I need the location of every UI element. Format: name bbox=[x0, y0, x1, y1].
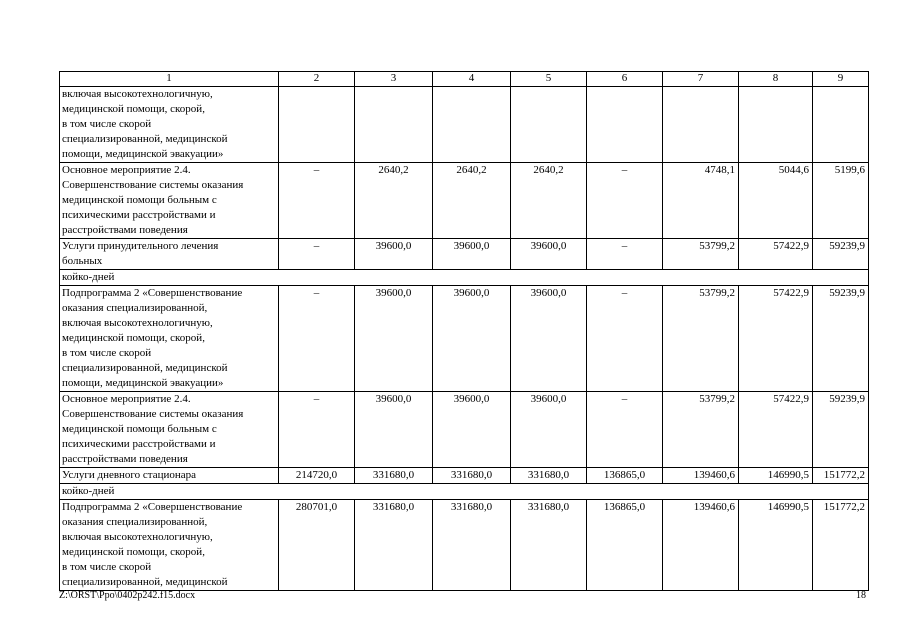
value-cell: – bbox=[279, 286, 355, 392]
value-cell: 39600,0 bbox=[511, 392, 587, 468]
value-cell: 136865,0 bbox=[587, 500, 663, 591]
value-cell bbox=[813, 87, 869, 163]
table-row bbox=[60, 239, 869, 270]
value-cell: 39600,0 bbox=[511, 239, 587, 270]
value-cell: 53799,2 bbox=[663, 239, 739, 270]
column-header: 2 bbox=[279, 72, 355, 87]
column-header: 8 bbox=[739, 72, 813, 87]
value-cell: 57422,9 bbox=[739, 392, 813, 468]
column-header: 1 bbox=[60, 72, 279, 87]
value-cell: 39600,0 bbox=[355, 392, 433, 468]
row-label: Основное мероприятие 2.4. Совершенствование системы оказания медицинской помощи больным с психическими расстройствами и расстройствами поведения bbox=[60, 163, 279, 239]
value-cell: – bbox=[587, 392, 663, 468]
row-label: включая высокотехнологичную, медицинской помощи, скорой, в том числе скорой специализированной, медицинской помощи, медицинской эвакуации» bbox=[60, 87, 279, 163]
value-cell: 214720,0 bbox=[279, 468, 355, 484]
unit-row bbox=[60, 484, 869, 500]
value-cell: – bbox=[279, 239, 355, 270]
value-cell bbox=[355, 87, 433, 163]
value-cell: 59239,9 bbox=[813, 239, 869, 270]
value-cell: 146990,5 bbox=[739, 500, 813, 591]
table-row bbox=[60, 468, 869, 484]
value-cell: 39600,0 bbox=[433, 239, 511, 270]
table-body bbox=[60, 72, 869, 591]
value-cell: 2640,2 bbox=[355, 163, 433, 239]
value-cell: – bbox=[587, 286, 663, 392]
value-cell: – bbox=[279, 163, 355, 239]
value-cell: 57422,9 bbox=[739, 239, 813, 270]
value-cell: 39600,0 bbox=[355, 286, 433, 392]
value-cell: 280701,0 bbox=[279, 500, 355, 591]
value-cell: 151772,2 bbox=[813, 468, 869, 484]
value-cell bbox=[739, 87, 813, 163]
value-cell: 331680,0 bbox=[355, 500, 433, 591]
column-header: 3 bbox=[355, 72, 433, 87]
value-cell: – bbox=[587, 239, 663, 270]
footer-page-number: 18 bbox=[856, 590, 866, 601]
value-cell: 39600,0 bbox=[433, 286, 511, 392]
column-header: 7 bbox=[663, 72, 739, 87]
table-row bbox=[60, 87, 869, 163]
value-cell: 2640,2 bbox=[511, 163, 587, 239]
value-cell: 331680,0 bbox=[355, 468, 433, 484]
table-row bbox=[60, 163, 869, 239]
budget-table bbox=[59, 71, 869, 591]
row-label: Основное мероприятие 2.4. Совершенствование системы оказания медицинской помощи больным с психическими расстройствами и расстройствами поведения bbox=[60, 392, 279, 468]
column-header: 4 bbox=[433, 72, 511, 87]
value-cell: 331680,0 bbox=[511, 468, 587, 484]
value-cell: 151772,2 bbox=[813, 500, 869, 591]
value-cell bbox=[279, 87, 355, 163]
row-label: Подпрограмма 2 «Совершенствование оказания специализированной, включая высокотехнологичную, медицинской помощи, скорой, в том числе скорой специализированной, медицинской bbox=[60, 500, 279, 591]
value-cell: – bbox=[587, 163, 663, 239]
value-cell: 57422,9 bbox=[739, 286, 813, 392]
value-cell: 59239,9 bbox=[813, 392, 869, 468]
value-cell: 39600,0 bbox=[511, 286, 587, 392]
value-cell: 53799,2 bbox=[663, 392, 739, 468]
value-cell bbox=[663, 87, 739, 163]
column-header: 6 bbox=[587, 72, 663, 87]
value-cell: 4748,1 bbox=[663, 163, 739, 239]
table-row bbox=[60, 286, 869, 392]
value-cell: 5044,6 bbox=[739, 163, 813, 239]
value-cell: 39600,0 bbox=[433, 392, 511, 468]
value-cell: 331680,0 bbox=[433, 500, 511, 591]
value-cell: 146990,5 bbox=[739, 468, 813, 484]
value-cell: 2640,2 bbox=[433, 163, 511, 239]
unit-label: койко-дней bbox=[60, 270, 869, 286]
footer-file-path: Z:\ORST\Ppo\0402p242.f15.docx bbox=[59, 590, 196, 601]
value-cell: 331680,0 bbox=[433, 468, 511, 484]
value-cell: 5199,6 bbox=[813, 163, 869, 239]
value-cell bbox=[511, 87, 587, 163]
value-cell: 331680,0 bbox=[511, 500, 587, 591]
value-cell: 139460,6 bbox=[663, 500, 739, 591]
table-row bbox=[60, 500, 869, 591]
value-cell: 139460,6 bbox=[663, 468, 739, 484]
unit-row bbox=[60, 270, 869, 286]
value-cell: 53799,2 bbox=[663, 286, 739, 392]
value-cell bbox=[587, 87, 663, 163]
row-label: Услуги принудительного лечения больных bbox=[60, 239, 279, 270]
row-label: Подпрограмма 2 «Совершенствование оказания специализированной, включая высокотехнологичную, медицинской помощи, скорой, в том числе скорой специализированной, медицинской помощи, медицинской эвакуации» bbox=[60, 286, 279, 392]
column-header: 9 bbox=[813, 72, 869, 87]
value-cell: 39600,0 bbox=[355, 239, 433, 270]
row-label: Услуги дневного стационара bbox=[60, 468, 279, 484]
value-cell: 136865,0 bbox=[587, 468, 663, 484]
unit-label: койко-дней bbox=[60, 484, 869, 500]
value-cell: 59239,9 bbox=[813, 286, 869, 392]
column-header: 5 bbox=[511, 72, 587, 87]
table-header-row bbox=[60, 72, 869, 87]
value-cell bbox=[433, 87, 511, 163]
value-cell: – bbox=[279, 392, 355, 468]
table-row bbox=[60, 392, 869, 468]
